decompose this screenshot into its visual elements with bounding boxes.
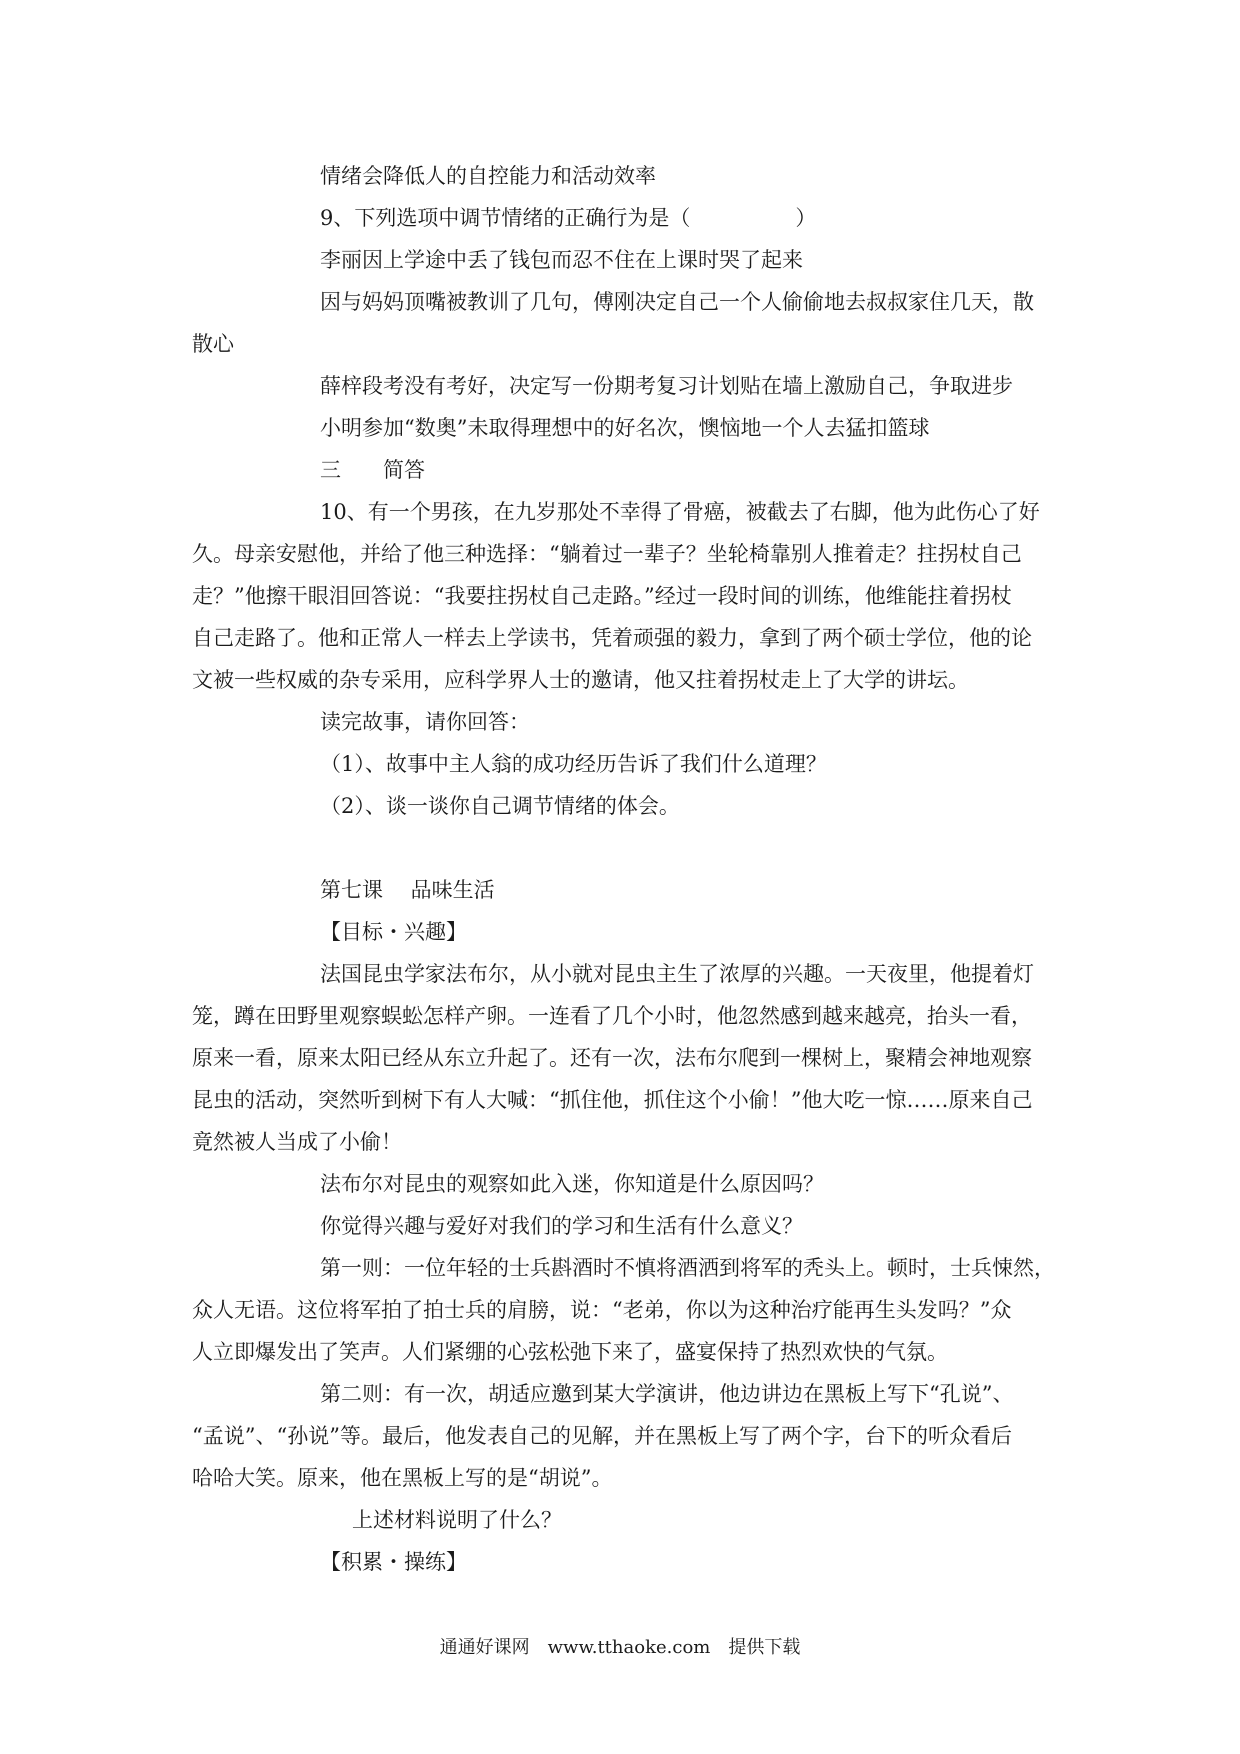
- text-line: 原来一看，原来太阳已经从东立升起了。还有一次，法布尔爬到一棵树上，聚精会神地观察: [192, 1046, 1032, 1070]
- text-line: 你觉得兴趣与爱好对我们的学习和生活有什么意义？: [320, 1214, 803, 1238]
- option-line: 因与妈妈顶嘴被教训了几句，傅刚决定自己一个人偷偷地去叔叔家住几天，散: [320, 290, 1034, 314]
- text-line: 法国昆虫学家法布尔，从小就对昆虫主生了浓厚的兴趣。一天夜里，他提着灯: [320, 962, 1034, 986]
- lesson-title: 第七课 品味生活: [320, 878, 495, 902]
- text-line: 竟然被人当成了小偷！: [192, 1130, 402, 1154]
- option-line: 薛梓段考没有考好，决定写一份期考复习计划贴在墙上激励自己，争取进步: [320, 374, 1013, 398]
- text-line: 笼，蹲在田野里观察蜈蚣怎样产卵。一连看了几个小时，他忽然感到越来越亮，抬头一看，: [192, 1004, 1032, 1028]
- subsection-heading: 【目标・兴趣】: [320, 920, 467, 944]
- text-line: 自己走路了。他和正常人一样去上学读书，凭着顽强的毅力，拿到了两个硕士学位，他的论: [192, 626, 1032, 650]
- text-line: 第一则：一位年轻的士兵斟酒时不慎将酒洒到将军的秃头上。顿时，士兵悚然，: [320, 1256, 1055, 1280]
- text-line: 哈哈大笑。原来，他在黑板上写的是“胡说”。: [192, 1466, 613, 1490]
- question-10: 10、有一个男孩，在九岁那处不幸得了骨癌，被截去了右脚，他为此伤心了好: [320, 500, 1040, 524]
- option-line: 李丽因上学途中丢了钱包而忍不住在上课时哭了起来: [320, 248, 803, 272]
- text-line: 第二则：有一次，胡适应邀到某大学演讲，他边讲边在黑板上写下“孔说”、: [320, 1382, 1014, 1406]
- text-line: 走？”他擦干眼泪回答说：“我要拄拐杖自己走路。”经过一段时间的训练，他维能拄着拐杖: [192, 584, 1012, 608]
- text-line: 情绪会降低人的自控能力和活动效率: [320, 164, 656, 188]
- text-line: 读完故事，请你回答：: [320, 710, 530, 734]
- question-9: 9、下列选项中调节情绪的正确行为是（ ）: [320, 206, 817, 230]
- text-line: 人立即爆发出了笑声。人们紧绷的心弦松弛下来了，盛宴保持了热烈欢快的气氛。: [192, 1340, 948, 1364]
- page-footer: 通通好课网 www.tthaoke.com 提供下载: [439, 1637, 801, 1658]
- text-line: 久。母亲安慰他，并给了他三种选择：“躺着过一辈子？坐轮椅靠别人推着走？拄拐杖自己: [192, 542, 1022, 566]
- text-line: 上述材料说明了什么？: [352, 1508, 562, 1532]
- sub-question: （2）、谈一谈你自己调节情绪的体会。: [320, 794, 680, 818]
- section-heading: 三 简答: [320, 458, 425, 482]
- option-line: 小明参加“数奥”未取得理想中的好名次，懊恼地一个人去猛扣篮球: [320, 416, 930, 440]
- sub-question: （1）、故事中主人翁的成功经历告诉了我们什么道理？: [320, 752, 827, 776]
- text-line: 法布尔对昆虫的观察如此入迷，你知道是什么原因吗？: [320, 1172, 824, 1196]
- subsection-heading: 【积累・操练】: [320, 1550, 467, 1574]
- text-line: 众人无语。这位将军拍了拍士兵的肩膀，说：“老弟，你以为这种治疗能再生头发吗？”众: [192, 1298, 1012, 1322]
- option-line-continued: 散心: [192, 332, 234, 356]
- text-line: 文被一些权威的杂专采用，应科学界人士的邀请，他又拄着拐杖走上了大学的讲坛。: [192, 668, 969, 692]
- text-line: “孟说”、“孙说”等。最后，他发表自己的见解，并在黑板上写了两个字，台下的听众看后: [192, 1424, 1012, 1448]
- text-line: 昆虫的活动，突然听到树下有人大喊：“抓住他，抓住这个小偷！”他大吃一惊……原来自己: [192, 1088, 1033, 1112]
